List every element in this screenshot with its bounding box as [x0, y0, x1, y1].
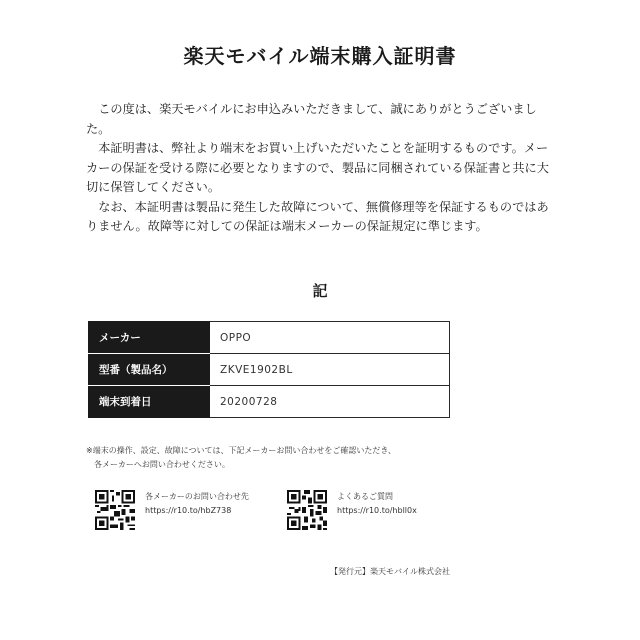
- table-row: [89, 386, 450, 418]
- table-row: [89, 354, 450, 386]
- maker-contact-url[interactable]: https://r10.to/hbZ738: [145, 506, 232, 515]
- model-label: 型番（製品名）: [89, 354, 210, 386]
- table-row: [89, 322, 450, 354]
- qr-code-icon[interactable]: [287, 490, 327, 530]
- arrival-date-value: 20200728: [210, 386, 450, 418]
- maker-label: メーカー: [89, 322, 210, 354]
- device-info-table: [88, 321, 450, 418]
- maker-contact-label: 各メーカーのお問い合わせ先: [145, 492, 249, 501]
- issuer-footer: 【発行元】楽天モバイル株式会社: [330, 567, 450, 576]
- faq-block: [287, 490, 417, 530]
- model-value: ZKVE1902BL: [210, 354, 450, 386]
- maker-value: OPPO: [210, 322, 450, 354]
- document-title: 楽天モバイル端末購入証明書: [183, 44, 457, 68]
- ki-heading: 記: [312, 282, 328, 300]
- qr-code-icon[interactable]: [95, 490, 135, 530]
- faq-label: よくあるご質問: [337, 492, 393, 501]
- paragraph-purpose: 本証明書は、弊社より端末をお買い上げいただいたことを証明するものです。メーカーの保証を受ける際に必要となりますので、製品に同梱されている保証書と共に大切に保管してください。: [86, 141, 549, 194]
- maker-contact-block: [95, 490, 249, 530]
- support-note: [86, 444, 556, 472]
- faq-url[interactable]: https://r10.to/hbll0x: [337, 506, 417, 515]
- note-line-1: ※端末の操作、設定、故障については、下記メーカーお問い合わせをご確認いただき、: [86, 446, 397, 455]
- paragraph-thanks: この度は、楽天モバイルにお申込みいただきまして、誠にありがとうございました。: [86, 102, 537, 136]
- arrival-date-label: 端末到着日: [89, 386, 210, 418]
- note-line-2: 各メーカーへお問い合わせください。: [86, 460, 230, 469]
- paragraph-disclaimer: なお、本証明書は製品に発生した故障について、無償修理等を保証するものではありません。故障等に対しての保証は端末メーカーの保証規定に準じます。: [86, 199, 549, 233]
- body-text: [86, 100, 554, 237]
